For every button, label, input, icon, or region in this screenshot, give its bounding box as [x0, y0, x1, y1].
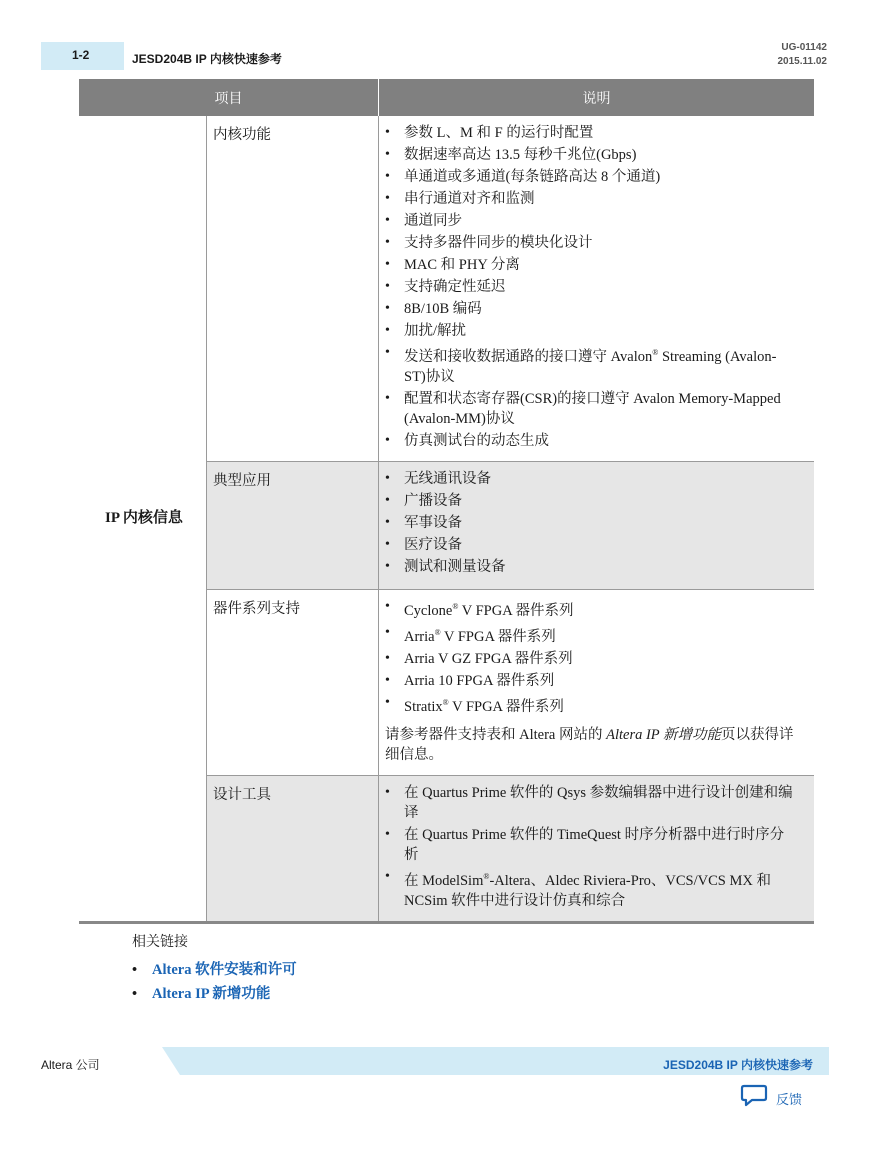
- list-item: • Cyclone® V FPGA 器件系列: [404, 597, 794, 621]
- list-item: • 在 Quartus Prime 软件的 Qsys 参数编辑器中进行设计创建和编译: [404, 783, 794, 823]
- list-item: • MAC 和 PHY 分离: [404, 255, 794, 275]
- list-item: • Arria® V FPGA 器件系列: [404, 623, 794, 647]
- column-header-description: 说明: [379, 79, 815, 116]
- list-item: • 数据速率高达 13.5 每秒千兆位(Gbps): [404, 145, 794, 165]
- feedback-label: 反馈: [776, 1092, 803, 1107]
- list-item: • 串行通道对齐和监测: [404, 189, 794, 209]
- note-text: 请参考器件支持表和 Altera 网站的: [385, 727, 607, 743]
- ip-info-table: [79, 79, 814, 924]
- list-item: • 广播设备: [404, 491, 794, 511]
- bullet-list: [385, 783, 794, 911]
- list-item: • 加扰/解扰: [404, 321, 794, 341]
- table-row: [79, 116, 814, 462]
- row-description: [379, 462, 815, 590]
- row-description: [379, 116, 815, 462]
- list-item: • 测试和测量设备: [404, 557, 794, 577]
- list-item: • 支持多器件同步的模块化设计: [404, 233, 794, 253]
- row-item-label: 设计工具: [207, 776, 379, 923]
- footer-company: Altera 公司: [41, 1058, 100, 1072]
- row-item-label: 内核功能: [207, 116, 379, 462]
- list-item: • 参数 L、M 和 F 的运行时配置: [404, 123, 794, 143]
- doc-id-block: [778, 41, 828, 69]
- related-links-list: [132, 958, 297, 1006]
- related-link[interactable]: • Altera IP 新增功能: [152, 982, 297, 1006]
- list-item: • 在 ModelSim®-Altera、Aldec Riviera-Pro、VCS/VCS MX 和 NCSim 软件中进行设计仿真和综合: [404, 867, 794, 911]
- list-item: • 发送和接收数据通路的接口遵守 Avalon® Streaming (Avalon-ST)协议: [404, 343, 794, 387]
- list-item: • 支持确定性延迟: [404, 277, 794, 297]
- list-item: • 通道同步: [404, 211, 794, 231]
- footer-doc-title: JESD204B IP 内核快速参考: [663, 1058, 813, 1072]
- page-number: 1-2: [72, 48, 90, 62]
- list-item: • Stratix® V FPGA 器件系列: [404, 693, 794, 717]
- list-item: • Arria V GZ FPGA 器件系列: [404, 649, 794, 669]
- list-item: • 8B/10B 编码: [404, 299, 794, 319]
- column-header-item: 项目: [79, 79, 379, 116]
- list-item: • 无线通讯设备: [404, 469, 794, 489]
- list-item: • Arria 10 FPGA 器件系列: [404, 671, 794, 691]
- note-link-title: Altera IP 新增功能: [606, 727, 722, 743]
- speech-bubble-icon: [740, 1084, 768, 1113]
- list-item: • 单通道或多通道(每条链路高达 8 个通道): [404, 167, 794, 187]
- list-item: • 仿真测试台的动态生成: [404, 431, 794, 451]
- table-header-row: [79, 79, 814, 116]
- related-links-heading: 相关链接: [132, 933, 188, 949]
- list-item: • 医疗设备: [404, 535, 794, 555]
- device-support-note: [385, 725, 794, 765]
- related-link[interactable]: • Altera 软件安装和许可: [152, 958, 297, 982]
- list-item: • 配置和状态寄存器(CSR)的接口遵守 Avalon Memory-Mapped (Avalon-MM)协议: [404, 389, 794, 429]
- row-item-label: 典型应用: [207, 462, 379, 590]
- doc-id: UG-01142: [781, 42, 827, 53]
- doc-title: JESD204B IP 内核快速参考: [132, 52, 282, 66]
- row-item-label: 器件系列支持: [207, 590, 379, 776]
- doc-date: 2015.11.02: [777, 56, 827, 67]
- note-text-end: 页以获得详细信息。: [385, 727, 794, 763]
- bullet-list: [385, 123, 794, 451]
- bullet-list: [385, 469, 794, 577]
- feedback-link[interactable]: [740, 1084, 802, 1113]
- row-description: [379, 776, 815, 923]
- row-description: [379, 590, 815, 776]
- group-label: IP 内核信息: [79, 116, 207, 923]
- list-item: • 军事设备: [404, 513, 794, 533]
- list-item: • 在 Quartus Prime 软件的 TimeQuest 时序分析器中进行时序分析: [404, 825, 794, 865]
- bullet-list: [385, 597, 794, 717]
